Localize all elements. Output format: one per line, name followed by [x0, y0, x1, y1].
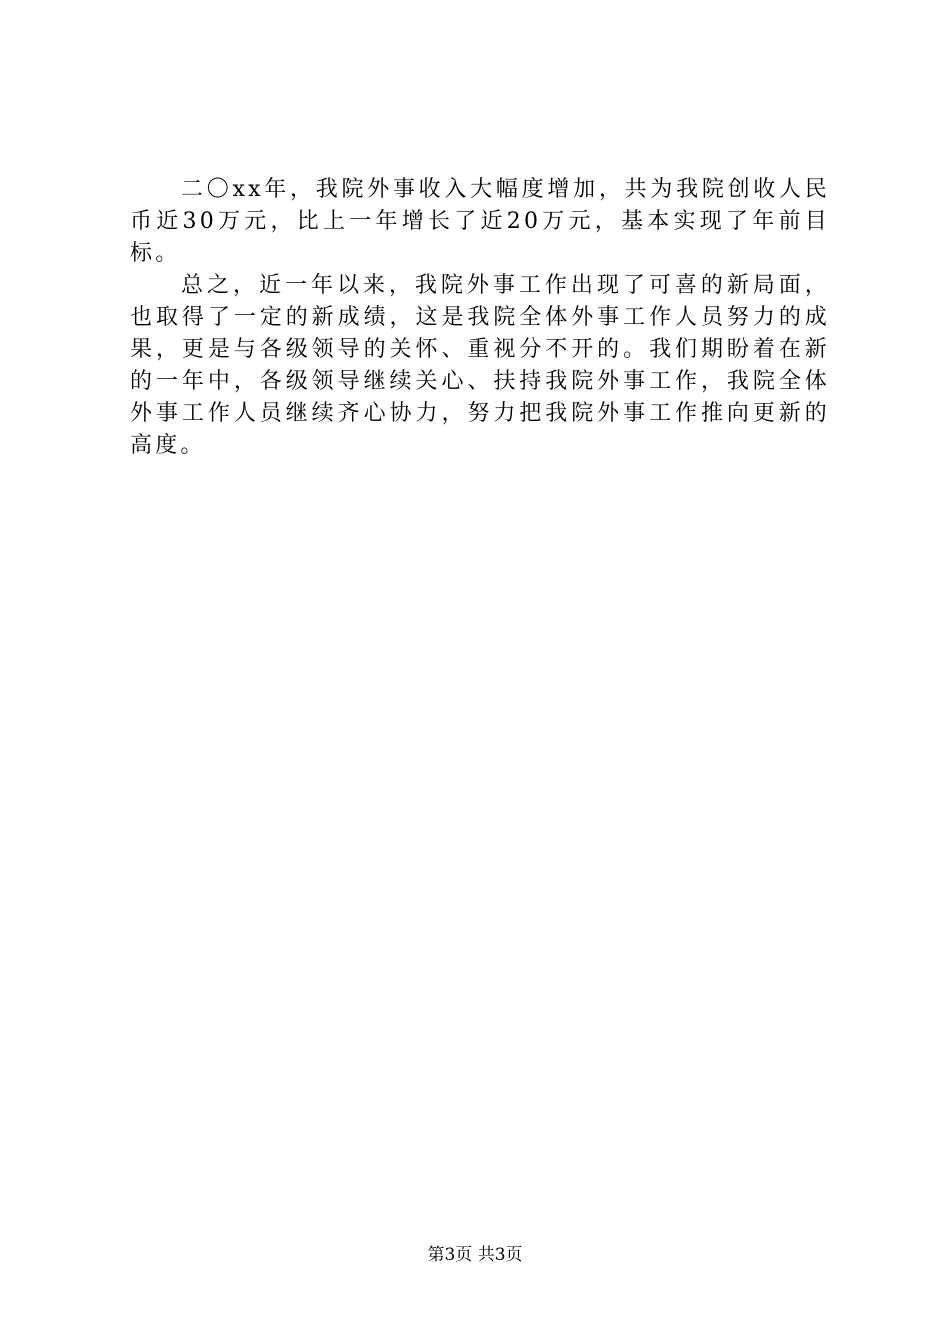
- document-body: [130, 174, 830, 462]
- page-number-footer: 第3页 共3页: [427, 1245, 523, 1265]
- paragraph-revenue: 二〇xx年，我院外事收入大幅度增加，共为我院创收人民币近30万元，比上一年增长了近20万元，基本实现了年前目标。: [130, 177, 830, 266]
- paragraph-conclusion: 总之，近一年以来，我院外事工作出现了可喜的新局面，也取得了一定的新成绩，这是我院全体外事工作人员努力的成果，更是与各级领导的关怀、重视分不开的。我们期盼着在新的一年中，各级领导继续关心、扶持我院外事工作，我院全体外事工作人员继续齐心协力，努力把我院外事工作推向更新的高度。: [130, 273, 830, 458]
